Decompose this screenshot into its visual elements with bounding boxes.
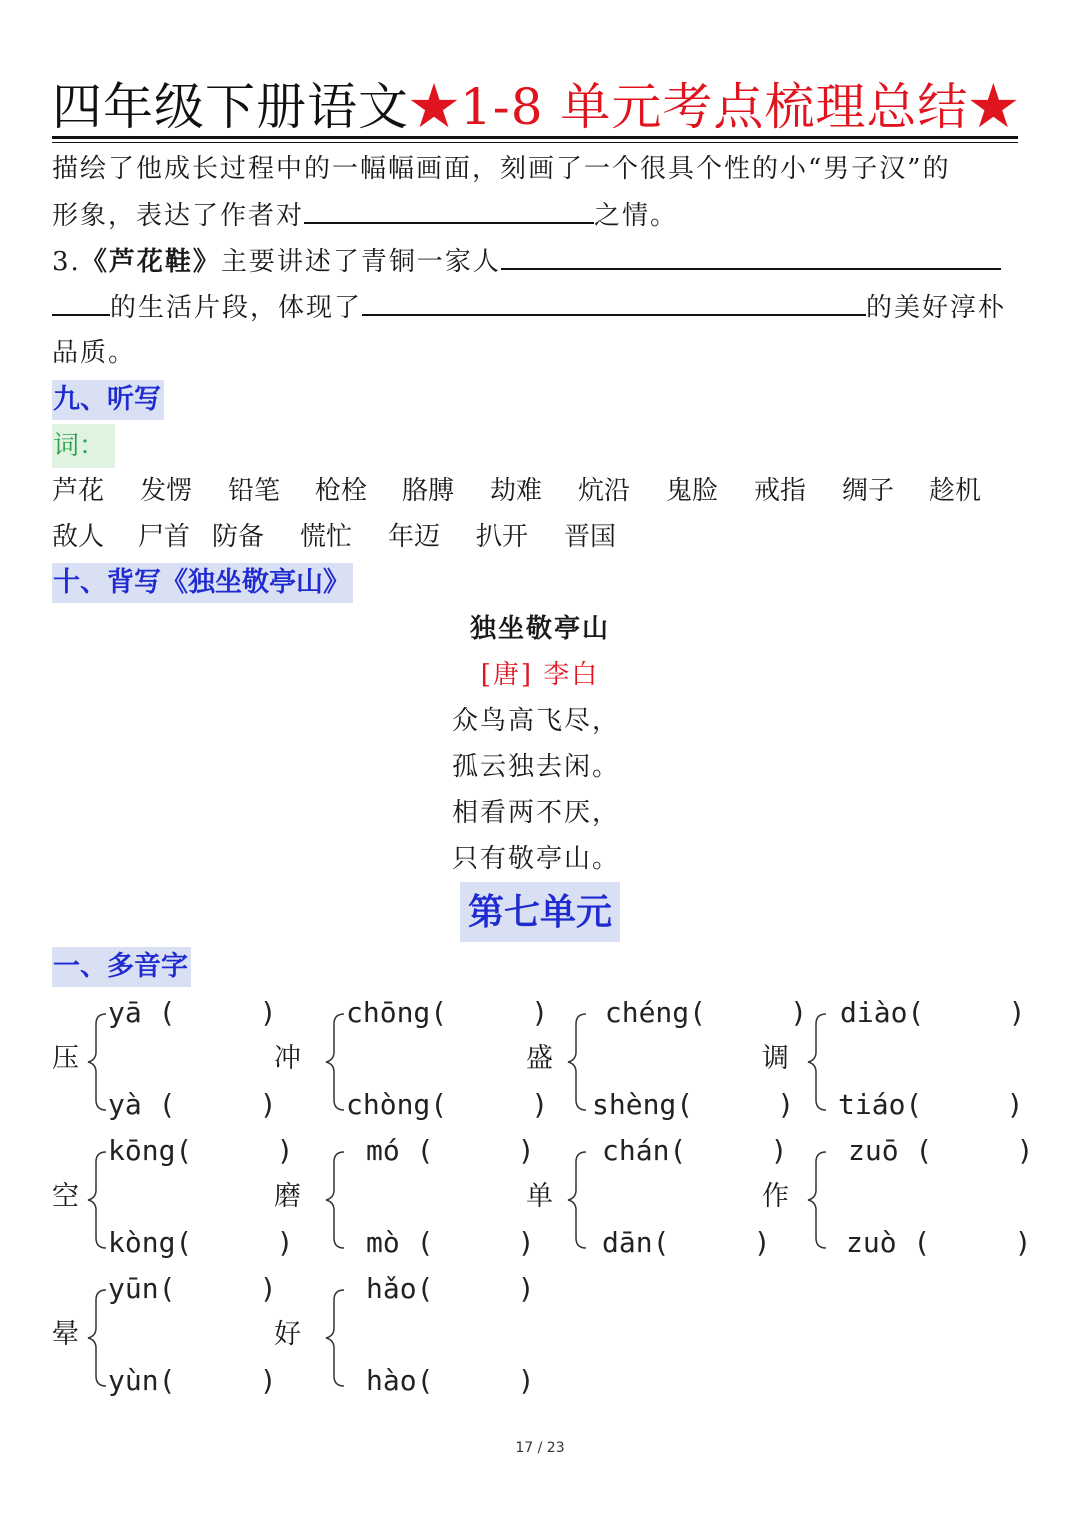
unit-title: 第七单元 (460, 882, 620, 942)
polyphone-char: 磨 (274, 1181, 301, 1212)
pinyin-bottom: hào( ) (366, 1364, 535, 1397)
para-line-2-b: 之情。 (594, 201, 679, 231)
brace-icon (806, 1150, 828, 1250)
pinyin-bottom: kòng( ) (108, 1226, 294, 1259)
page-header (52, 74, 1020, 140)
brace-icon (86, 1012, 108, 1112)
word-item: 慌忙 (300, 522, 353, 552)
brace-icon (324, 1012, 346, 1112)
brace-icon (324, 1150, 346, 1250)
pinyin-top: yā ( ) (108, 996, 277, 1029)
pinyin-top: zuō ( ) (848, 1134, 1034, 1167)
pinyin-bottom: tiáo( ) (838, 1088, 1024, 1121)
pinyin-top: yūn( ) (108, 1272, 277, 1305)
dictation-row-1 (52, 474, 1032, 508)
pinyin-top: mó ( ) (366, 1134, 535, 1167)
word-item: 年迈 (388, 522, 441, 552)
para-line-4 (52, 290, 1006, 325)
para-line-4-b: 的美好淳朴 (866, 293, 1007, 323)
word-item: 铅笔 (228, 476, 281, 506)
poem-author: [唐] 李白 (480, 660, 600, 690)
word-item: 防备 (212, 522, 265, 552)
pinyin-bottom: shèng( ) (592, 1088, 795, 1121)
polyphone-char: 空 (52, 1181, 79, 1212)
para-line-4-a: 的生活片段，体现了 (110, 293, 363, 323)
pinyin-bottom: dān( ) (602, 1226, 771, 1259)
fill-blank-1[interactable] (304, 198, 594, 224)
word-item: 枪栓 (315, 476, 368, 506)
pinyin-bottom: yà ( ) (108, 1088, 277, 1121)
q3-number: 3. (52, 247, 81, 277)
pinyin-top: hǎo( ) (366, 1272, 535, 1305)
word-item: 劫难 (490, 476, 543, 506)
para-line-1: 描绘了他成长过程中的一幅幅画面，刻画了一个很具个性的小“男子汉”的 (52, 154, 951, 184)
polyphone-char: 好 (274, 1319, 301, 1350)
para-line-2-a: 形象，表达了作者对 (52, 201, 305, 231)
fill-blank-3[interactable] (52, 290, 110, 316)
dictation-row-2 (52, 520, 752, 554)
poem-line-1: 众鸟高飞尽， (452, 706, 621, 736)
word-item: 炕沿 (578, 476, 631, 506)
word-item: 趁机 (929, 476, 982, 506)
word-item: 晋国 (564, 522, 617, 552)
brace-icon (324, 1288, 346, 1388)
pinyin-top: chōng( ) (346, 996, 549, 1029)
pinyin-top: chán( ) (602, 1134, 788, 1167)
poem-line-3: 相看两不厌， (452, 798, 621, 828)
word-item: 胳膊 (402, 476, 455, 506)
polyphone-char: 调 (762, 1043, 789, 1074)
pinyin-bottom: chòng( ) (346, 1088, 549, 1121)
brace-icon (86, 1288, 108, 1388)
fill-blank-2[interactable] (501, 244, 1001, 270)
words-label: 词： (52, 424, 115, 468)
pinyin-bottom: mò ( ) (366, 1226, 535, 1259)
pinyin-bottom: zuò ( ) (846, 1226, 1032, 1259)
header-rule-thin (52, 142, 1018, 143)
brace-icon (566, 1012, 588, 1112)
brace-icon (806, 1012, 828, 1112)
header-rule-thick (52, 136, 1018, 139)
fill-blank-4[interactable] (362, 290, 866, 316)
q3-text: 主要讲述了青铜一家人 (220, 247, 501, 277)
word-item: 戒指 (754, 476, 807, 506)
pinyin-top: diào( ) (840, 996, 1026, 1029)
word-item: 绸子 (842, 476, 895, 506)
brace-icon (86, 1150, 108, 1250)
polyphone-char: 盛 (526, 1043, 553, 1074)
word-item: 尸首 (138, 522, 191, 552)
para-line-2 (52, 198, 678, 233)
polyphone-char: 晕 (52, 1319, 79, 1350)
polyphone-char: 冲 (274, 1043, 301, 1074)
q3-book-title: 《芦花鞋》 (80, 247, 221, 277)
poem-title: 独坐敬亭山 (469, 614, 610, 644)
poem-line-4: 只有敬亭山。 (452, 844, 621, 874)
section-dictation-heading: 九、听写 (52, 380, 164, 420)
section-recite-heading: 十、背写《独坐敬亭山》 (52, 563, 353, 603)
pinyin-top: chéng( ) (588, 996, 808, 1029)
word-item: 扒开 (476, 522, 529, 552)
para-line-5: 品质。 (52, 338, 137, 368)
pinyin-bottom: yùn( ) (108, 1364, 277, 1397)
polyphone-char: 单 (526, 1181, 553, 1212)
poem-line-2: 孤云独去闲。 (452, 752, 621, 782)
header-title-black: 四年级下册语文 (52, 78, 409, 136)
page-number: 17 / 23 (515, 1440, 565, 1456)
polyphone-char: 压 (52, 1043, 79, 1074)
header-title-red: ★1-8 单元考点梳理总结★ (409, 78, 1020, 136)
word-item: 敌人 (52, 522, 105, 552)
section-polyphone-heading: 一、多音字 (52, 947, 191, 987)
word-item: 发愣 (140, 476, 193, 506)
pinyin-top: kōng( ) (108, 1134, 294, 1167)
word-item: 芦花 (52, 476, 105, 506)
word-item: 鬼脸 (666, 476, 719, 506)
question-3-line (52, 244, 1001, 279)
brace-icon (566, 1150, 588, 1250)
polyphone-char: 作 (762, 1181, 789, 1212)
